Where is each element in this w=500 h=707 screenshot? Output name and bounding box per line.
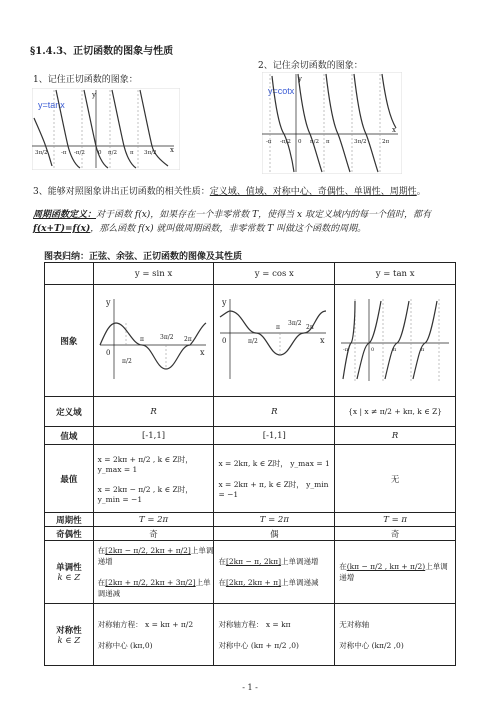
row-label-symmetry [45,604,94,666]
extrema-sin-min: x = 2kπ − π/2 , k ∈ Z时， y_min = −1 [97,484,193,504]
item-3-end: 。 [416,187,426,197]
tan-small-graph [337,293,453,385]
svg-text:x: x [170,146,174,154]
domain-cos: R [214,397,335,427]
parity-sin: 奇 [93,527,214,541]
header-cos: y = cos x [214,263,335,285]
symmetry-label: 对称性 [56,625,82,636]
note-tan-graph: 1、记住正切函数的图象： [33,75,138,85]
table-row-domain [45,397,456,427]
symmetry-cos-axis: 对称轴方程： x = kπ [218,619,291,629]
row-label-monotonic [45,541,94,604]
period-sin: T = 2π [93,513,214,527]
tick-label: -π/2 [280,139,291,145]
cos-graph-cell [214,285,335,397]
monotonic-cos-dec: 在[2kπ, 2kπ + π]上单调递减 [218,578,319,587]
svg-text:3π/2: 3π/2 [288,320,302,327]
cos-graph [216,293,332,385]
sin-graph-cell [93,285,214,397]
svg-text:y: y [105,298,111,307]
properties-table [44,262,456,666]
svg-text:π: π [421,347,425,353]
extrema-sin-max: x = 2kπ + π/2 , k ∈ Z时， y_max = 1 [97,454,193,474]
symmetry-sin [93,604,214,666]
svg-text:π/2: π/2 [121,358,132,365]
tick-label: -π [61,150,67,156]
svg-text:x: x [199,348,205,357]
item-3-prefix: 3、能够对照图象讲出正切函数的相关性质： [33,187,210,197]
item-3-props: 定义域、值域、对称中心、奇偶性、单调性、周期性 [209,187,417,197]
symmetry-k: k ∈ Z [57,635,81,646]
tick-label: 3π/2 [354,139,367,145]
extrema-sin [93,445,214,513]
note-cot-graph: 2、记住余切函数的图象： [258,61,363,71]
svg-text:y: y [298,75,302,83]
period-cos: T = 2π [214,513,335,527]
item-3 [33,184,426,197]
row-label-extrema: 最值 [45,445,94,513]
monotonic-tan: 在(kπ − π/2 , kπ + π/2)上单调递增 [335,541,456,604]
svg-text:2π: 2π [306,324,315,331]
domain-sin: R [93,397,214,427]
parity-tan: 奇 [335,527,456,541]
table-row-period [45,513,456,527]
table-row-parity [45,527,456,541]
symmetry-tan [335,604,456,666]
symmetry-sin-center: 对称中心 (kπ,0) [97,640,153,650]
cot-graph [262,72,402,174]
svg-text:π: π [139,336,144,343]
domain-tan: {x | x ≠ π/2 + kπ, k ∈ Z} [335,397,456,427]
table-row-symmetry [45,604,456,666]
svg-text:3π/2: 3π/2 [159,334,174,341]
symmetry-cos-center: 对称中心 (kπ + π/2 ,0) [218,640,299,650]
tick-label: π [130,150,134,156]
page-number: - 1 - [242,683,258,692]
tick-label: -π [266,139,272,145]
table-header-row [45,263,456,285]
tick-label: 3π/2 [144,150,157,156]
svg-text:0: 0 [371,347,375,353]
svg-text:x: x [392,126,396,134]
symmetry-tan-axis: 无对称轴 [339,619,370,629]
header-tan: y = tan x [335,263,456,285]
table-row-range [45,427,456,445]
svg-text:2π: 2π [183,336,192,343]
extrema-cos-min: x = 2kπ + π, k ∈ Z时， y_min = −1 [218,480,329,499]
table-row-graph [45,285,456,397]
period-tan: T = π [335,513,456,527]
symmetry-tan-center: 对称中心 (kπ/2 ,0) [339,640,404,650]
table-row-monotonic [45,541,456,604]
range-sin: [-1,1] [93,427,214,445]
table-row-extrema [45,445,456,513]
row-label-domain: 定义域 [45,397,94,427]
svg-text:y: y [222,298,227,307]
svg-text:-π: -π [343,347,349,353]
header-empty [45,263,94,285]
monotonic-cos [214,541,335,604]
extrema-tan: 无 [335,445,456,513]
symmetry-sin-axis: 对称轴方程： x = kπ + π/2 [97,619,194,629]
parity-cos: 偶 [214,527,335,541]
svg-text:0: 0 [222,337,227,345]
row-label-parity: 奇偶性 [45,527,94,541]
row-label-graph: 图象 [45,285,94,397]
extrema-cos [214,445,335,513]
def-line1: 对于函数 f(x)，如果存在一个非零常数 T，使得当 x 取定义域内的每一个值时，都有 [96,210,431,220]
tick-label: π/2 [108,150,117,156]
section-title: §1.4.3、正切函数的图象与性质 [30,46,174,57]
def-line2: ，那么函数 f(x) 就叫做周期函数，非零常数 T 叫做这个函数的周期。 [90,224,367,234]
tick-label: -π/2 [74,150,85,156]
tick-label: 2π [382,139,390,145]
monotonic-sin [93,541,214,604]
tick-label: π [326,139,330,145]
symmetry-cos [214,604,335,666]
svg-text:π: π [276,324,281,331]
row-label-period: 周期性 [45,513,94,527]
tan-graph-label: y=tanx [38,100,65,110]
extrema-cos-max: x = 2kπ, k ∈ Z时， y_max = 1 [218,459,330,468]
tick-label: 0 [98,150,102,156]
tan-graph-cell [335,285,456,397]
svg-text:y: y [92,91,96,99]
sin-graph [96,293,212,385]
monotonic-cos-inc: 在[2kπ − π, 2kπ]上单调递增 [218,557,319,566]
tick-label: π/2 [310,139,319,145]
tick-label: 3π/2 [35,150,48,156]
periodic-definition [33,208,473,236]
monotonic-label: 单调性 [56,563,82,573]
range-cos: [-1,1] [214,427,335,445]
svg-text:π/2: π/2 [248,338,259,345]
def-equation: f(x+T)=f(x) [33,224,91,234]
tan-graph [32,88,180,170]
monotonic-sin-inc: 在[2kπ − π/2, 2kπ + π/2]上单调递增 [97,546,214,566]
svg-text:0: 0 [105,349,111,357]
monotonic-k: k ∈ Z [57,573,81,583]
table-title: 图表归纳：正弦、余弦、正切函数的图像及其性质 [44,252,243,262]
def-term: 周期函数定义： [33,210,97,220]
range-tan: R [335,427,456,445]
svg-text:x: x [320,336,325,345]
tick-label: 0 [298,139,302,145]
header-sin: y = sin x [93,263,214,285]
monotonic-sin-dec: 在[2kπ + π/2, 2kπ + 3π/2]上单调递减 [97,578,211,598]
svg-text:π: π [393,347,397,353]
row-label-range: 值域 [45,427,94,445]
cot-graph-label: y=cotx [268,86,295,96]
